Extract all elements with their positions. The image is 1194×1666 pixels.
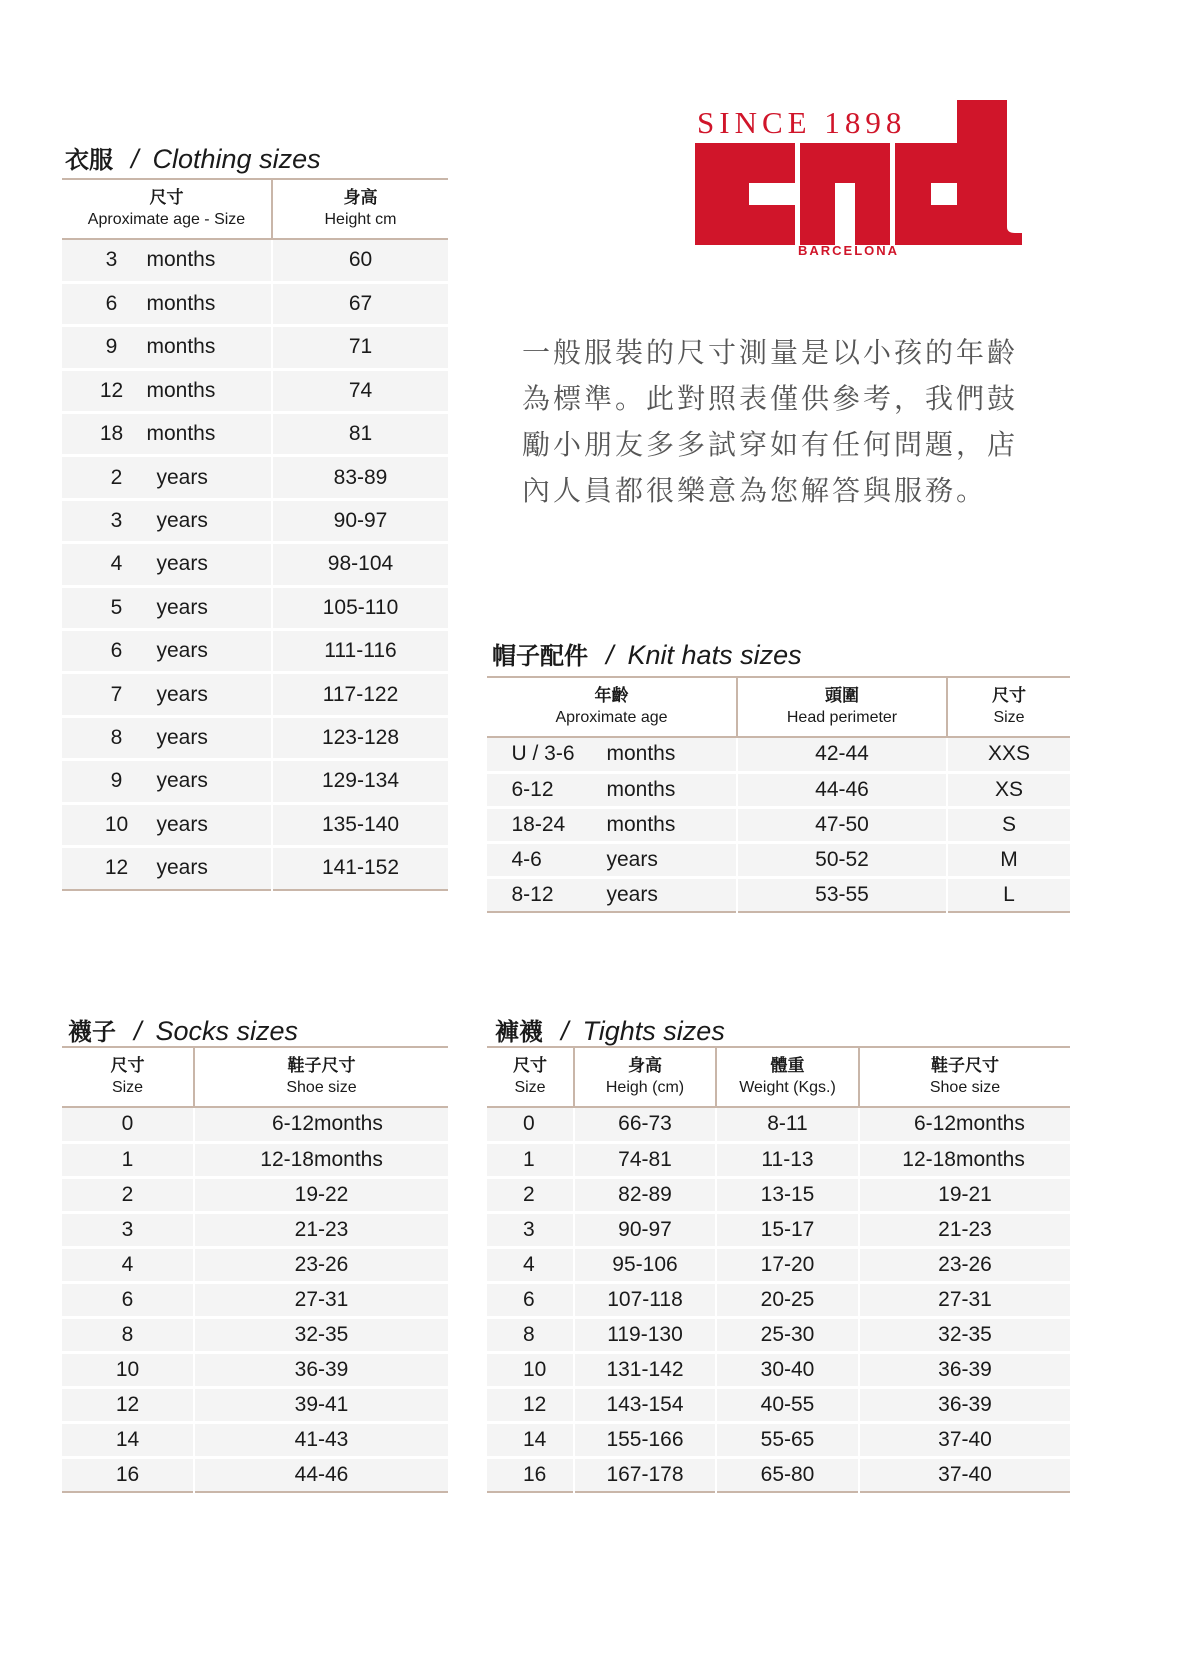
hats-size-cell: M [947, 842, 1070, 877]
value-number: 4-6 [511, 847, 542, 871]
tights-height-cell: 119-130 [574, 1317, 716, 1352]
socks-size-cell: 10 [62, 1352, 194, 1387]
intro-paragraph [522, 330, 1062, 514]
cnd-logo-mark [695, 95, 1030, 265]
table-row [62, 239, 448, 282]
value-unit: years [156, 595, 208, 619]
letter-c-shape [695, 143, 795, 245]
hats-header-size: 尺寸 Size [947, 677, 1070, 737]
tights-shoe-cell: 37-40 [859, 1457, 1070, 1492]
tights-shoe-cell: 36-39 [859, 1387, 1070, 1422]
value-number: 6-12 [271, 1112, 314, 1136]
tights-weight-cell: 30-40 [716, 1352, 859, 1387]
value-unit: years [156, 769, 208, 793]
value-unit: months [606, 777, 676, 801]
tights-title [495, 1012, 725, 1047]
value-number: 6-12 [511, 777, 554, 801]
table-row [62, 673, 448, 716]
table-row [62, 282, 448, 325]
value-unit: years [156, 465, 208, 489]
clothing-height-cell: 74 [272, 369, 448, 412]
table-row [62, 1107, 448, 1142]
title-separator: / [561, 1016, 569, 1046]
hats-head-cell: 42-44 [737, 737, 947, 772]
socks-shoe-cell: 32-35 [194, 1317, 448, 1352]
tights-weight-cell: 40-55 [716, 1387, 859, 1422]
clothing-age-cell [62, 716, 272, 759]
clothing-age-cell [62, 803, 272, 846]
value-number: 6-12 [913, 1112, 956, 1136]
tights-header-row [487, 1047, 1070, 1107]
value-number: 12-18 [902, 1147, 956, 1171]
tights-shoe-cell: 27-31 [859, 1282, 1070, 1317]
tights-size-cell: 2 [487, 1177, 574, 1212]
table-row [487, 1177, 1070, 1212]
socks-header-shoe: 鞋子尺寸 Shoe size [194, 1047, 448, 1107]
socks-shoe-cell: 19-22 [194, 1177, 448, 1212]
hats-header-age: 年齡 Aproximate age [487, 677, 737, 737]
value-unit: months [314, 1112, 383, 1136]
intro-line: 內人員都很樂意為您解答與服務。 [522, 474, 988, 507]
hats-size-cell: XS [947, 772, 1070, 807]
value-unit: months [956, 1112, 1025, 1136]
socks-size-cell: 4 [62, 1247, 194, 1282]
clothing-age-cell [62, 673, 272, 716]
value-number: 5 [110, 595, 123, 619]
tights-weight-cell: 11-13 [716, 1142, 859, 1177]
tights-weight-cell: 25-30 [716, 1317, 859, 1352]
socks-title-en: Socks sizes [155, 1016, 299, 1046]
table-row [62, 846, 448, 889]
hats-size-cell: XXS [947, 737, 1070, 772]
since-text: SINCE 1898 [697, 105, 907, 140]
table-row [62, 1142, 448, 1177]
value-unit: years [156, 812, 208, 836]
clothing-height-cell: 90-97 [272, 499, 448, 542]
clothing-age-cell [62, 413, 272, 456]
tights-weight-cell: 65-80 [716, 1457, 859, 1492]
tights-weight-cell: 17-20 [716, 1247, 859, 1282]
clothing-age-cell [62, 543, 272, 586]
socks-shoe-cell: 41-43 [194, 1422, 448, 1457]
tights-size-cell: 10 [487, 1352, 574, 1387]
table-row [62, 543, 448, 586]
tights-size-cell: 4 [487, 1247, 574, 1282]
tights-header-size: 尺寸 Size [487, 1047, 574, 1107]
clothing-header-size: 尺寸 Aproximate age - Size [62, 179, 272, 239]
table-row [62, 1247, 448, 1282]
table-row [487, 1142, 1070, 1177]
tights-size-cell: 3 [487, 1212, 574, 1247]
tights-weight-cell: 13-15 [716, 1177, 859, 1212]
table-row [487, 877, 1070, 912]
intro-line: 為標準。此對照表僅供參考，我們鼓 [522, 382, 1019, 415]
tights-size-cell: 14 [487, 1422, 574, 1457]
value-number: 18 [99, 422, 124, 446]
table-row [62, 1457, 448, 1492]
socks-size-cell: 0 [62, 1107, 194, 1142]
socks-size-cell: 14 [62, 1422, 194, 1457]
socks-size-cell: 2 [62, 1177, 194, 1212]
socks-size-cell: 12 [62, 1387, 194, 1422]
value-number: U / 3-6 [511, 742, 575, 766]
clothing-age-cell [62, 846, 272, 889]
socks-title-zh: 襪子 [68, 1018, 116, 1046]
table-row [62, 1282, 448, 1317]
clothing-title-en: Clothing sizes [152, 144, 321, 174]
tights-height-cell: 95-106 [574, 1247, 716, 1282]
tights-height-cell: 74-81 [574, 1142, 716, 1177]
brand-logo [695, 95, 1030, 265]
tights-weight-cell: 55-65 [716, 1422, 859, 1457]
value-unit: years [156, 856, 208, 880]
table-row [487, 772, 1070, 807]
hats-title-en: Knit hats sizes [627, 640, 802, 670]
table-row [62, 456, 448, 499]
tights-header-shoe: 鞋子尺寸 Shoe size [859, 1047, 1070, 1107]
tights-height-cell: 66-73 [574, 1107, 716, 1142]
tights-size-cell: 12 [487, 1387, 574, 1422]
socks-size-cell: 8 [62, 1317, 194, 1352]
value-unit: months [314, 1147, 383, 1171]
tights-shoe-cell: 23-26 [859, 1247, 1070, 1282]
clothing-header-height: 身高 Height cm [272, 179, 448, 239]
clothing-height-cell: 135-140 [272, 803, 448, 846]
table-row [62, 499, 448, 542]
letter-d-shape [895, 100, 1022, 245]
hats-head-cell: 44-46 [737, 772, 947, 807]
socks-size-cell: 3 [62, 1212, 194, 1247]
value-unit: months [606, 812, 676, 836]
value-number: 8-12 [511, 882, 554, 906]
intro-line: 勵小朋友多多試穿如有任何問題，店 [522, 428, 1019, 461]
value-number: 12 [104, 856, 129, 880]
tights-title-en: Tights sizes [582, 1016, 725, 1046]
value-number: 18-24 [511, 812, 566, 836]
hats-size-cell: S [947, 807, 1070, 842]
tights-shoe-cell: 32-35 [859, 1317, 1070, 1352]
clothing-age-cell [62, 630, 272, 673]
clothing-title [65, 140, 321, 175]
socks-shoe-cell: 21-23 [194, 1212, 448, 1247]
socks-header-size: 尺寸 Size [62, 1047, 194, 1107]
clothing-height-cell: 123-128 [272, 716, 448, 759]
table-row [487, 1282, 1070, 1317]
clothing-height-cell: 129-134 [272, 760, 448, 803]
table-row [487, 1352, 1070, 1387]
value-number: 2 [110, 465, 123, 489]
tights-shoe-cell [859, 1142, 1070, 1177]
value-number: 9 [105, 335, 118, 359]
socks-shoe-cell [194, 1142, 448, 1177]
tights-title-zh: 褲襪 [495, 1018, 543, 1046]
clothing-age-cell [62, 760, 272, 803]
clothing-age-cell [62, 456, 272, 499]
value-number: 3 [105, 248, 118, 272]
title-separator: / [606, 640, 614, 670]
value-number: 12 [99, 378, 124, 402]
value-unit: months [146, 292, 216, 316]
clothing-height-cell: 111-116 [272, 630, 448, 673]
socks-size-cell: 6 [62, 1282, 194, 1317]
table-row [487, 1422, 1070, 1457]
value-number: 12-18 [260, 1147, 314, 1171]
tights-height-cell: 90-97 [574, 1212, 716, 1247]
clothing-age-cell [62, 369, 272, 412]
tights-weight-cell: 15-17 [716, 1212, 859, 1247]
tights-shoe-cell: 19-21 [859, 1177, 1070, 1212]
value-number: 7 [110, 682, 123, 706]
clothing-height-cell: 71 [272, 326, 448, 369]
value-number: 8 [110, 725, 123, 749]
value-unit: years [606, 847, 658, 871]
socks-shoe-cell [194, 1107, 448, 1142]
value-number: 6 [110, 639, 123, 663]
value-unit: years [156, 509, 208, 533]
table-row [487, 1387, 1070, 1422]
tights-header-weight: 體重 Weight (Kgs.) [716, 1047, 859, 1107]
hats-header-row [487, 677, 1070, 737]
value-number: 4 [110, 552, 123, 576]
table-row [62, 413, 448, 456]
hats-title-zh: 帽子配件 [492, 642, 588, 670]
value-unit: months [956, 1147, 1025, 1171]
value-unit: months [146, 335, 216, 359]
tights-height-cell: 131-142 [574, 1352, 716, 1387]
hats-age-cell [487, 842, 737, 877]
hats-head-cell: 53-55 [737, 877, 947, 912]
clothing-table [62, 178, 448, 891]
value-unit: months [146, 248, 216, 272]
tights-height-cell: 82-89 [574, 1177, 716, 1212]
clothing-height-cell: 98-104 [272, 543, 448, 586]
socks-title [68, 1012, 298, 1047]
value-unit: months [146, 422, 216, 446]
tights-weight-cell: 8-11 [716, 1107, 859, 1142]
value-unit: years [156, 639, 208, 663]
hats-head-cell: 50-52 [737, 842, 947, 877]
hats-age-cell [487, 772, 737, 807]
socks-header-row [62, 1047, 448, 1107]
table-row [62, 369, 448, 412]
clothing-height-cell: 60 [272, 239, 448, 282]
clothing-height-cell: 67 [272, 282, 448, 325]
table-row [487, 807, 1070, 842]
value-number: 6 [105, 292, 118, 316]
table-row [487, 1107, 1070, 1142]
tights-shoe-cell: 21-23 [859, 1212, 1070, 1247]
socks-shoe-cell: 27-31 [194, 1282, 448, 1317]
table-row [487, 1247, 1070, 1282]
tights-height-cell: 155-166 [574, 1422, 716, 1457]
socks-shoe-cell: 36-39 [194, 1352, 448, 1387]
table-row [62, 1212, 448, 1247]
socks-size-cell: 16 [62, 1457, 194, 1492]
table-row [62, 1177, 448, 1212]
clothing-height-cell: 141-152 [272, 846, 448, 889]
tights-height-cell: 143-154 [574, 1387, 716, 1422]
value-unit: years [156, 682, 208, 706]
tights-size-cell: 0 [487, 1107, 574, 1142]
hats-size-cell: L [947, 877, 1070, 912]
table-row [62, 1422, 448, 1457]
tights-height-cell: 167-178 [574, 1457, 716, 1492]
table-row [487, 1212, 1070, 1247]
hats-title [492, 636, 802, 671]
table-row [487, 737, 1070, 772]
letter-n-shape [800, 143, 890, 245]
table-row [487, 1317, 1070, 1352]
tights-size-cell: 16 [487, 1457, 574, 1492]
value-number: 3 [110, 509, 123, 533]
table-row [62, 803, 448, 846]
hats-header-head: 頭圍 Head perimeter [737, 677, 947, 737]
value-unit: months [146, 378, 216, 402]
value-unit: years [156, 552, 208, 576]
tights-height-cell: 107-118 [574, 1282, 716, 1317]
clothing-age-cell [62, 239, 272, 282]
clothing-age-cell [62, 499, 272, 542]
value-number: 9 [110, 769, 123, 793]
socks-size-cell: 1 [62, 1142, 194, 1177]
clothing-age-cell [62, 326, 272, 369]
socks-table [62, 1046, 448, 1493]
table-row [62, 1387, 448, 1422]
tights-weight-cell: 20-25 [716, 1282, 859, 1317]
table-row [62, 630, 448, 673]
value-number: 10 [104, 812, 129, 836]
value-unit: years [156, 725, 208, 749]
table-row [62, 1352, 448, 1387]
table-row [487, 1457, 1070, 1492]
hats-age-cell [487, 807, 737, 842]
tights-size-cell: 8 [487, 1317, 574, 1352]
clothing-height-cell: 81 [272, 413, 448, 456]
title-separator: / [131, 144, 139, 174]
tights-shoe-cell: 36-39 [859, 1352, 1070, 1387]
value-unit: months [606, 742, 676, 766]
clothing-height-cell: 117-122 [272, 673, 448, 716]
clothing-title-zh: 衣服 [65, 146, 113, 174]
tights-size-cell: 6 [487, 1282, 574, 1317]
hats-table [487, 676, 1070, 913]
clothing-header-row [62, 179, 448, 239]
value-unit: years [606, 882, 658, 906]
table-row [62, 716, 448, 759]
table-row [62, 760, 448, 803]
tights-size-cell: 1 [487, 1142, 574, 1177]
clothing-age-cell [62, 282, 272, 325]
tights-shoe-cell [859, 1107, 1070, 1142]
clothing-height-cell: 83-89 [272, 456, 448, 499]
socks-shoe-cell: 23-26 [194, 1247, 448, 1282]
clothing-age-cell [62, 586, 272, 629]
table-row [62, 326, 448, 369]
table-row [62, 1317, 448, 1352]
tights-table [487, 1046, 1070, 1493]
clothing-height-cell: 105-110 [272, 586, 448, 629]
table-row [62, 586, 448, 629]
tights-shoe-cell: 37-40 [859, 1422, 1070, 1457]
hats-head-cell: 47-50 [737, 807, 947, 842]
tights-header-height: 身高 Heigh (cm) [574, 1047, 716, 1107]
barcelona-text: BARCELONA [798, 243, 900, 258]
table-row [487, 842, 1070, 877]
hats-age-cell [487, 737, 737, 772]
hats-age-cell [487, 877, 737, 912]
intro-line: 一般服裝的尺寸測量是以小孩的年齡 [522, 336, 1019, 369]
socks-shoe-cell: 44-46 [194, 1457, 448, 1492]
title-separator: / [134, 1016, 142, 1046]
socks-shoe-cell: 39-41 [194, 1387, 448, 1422]
